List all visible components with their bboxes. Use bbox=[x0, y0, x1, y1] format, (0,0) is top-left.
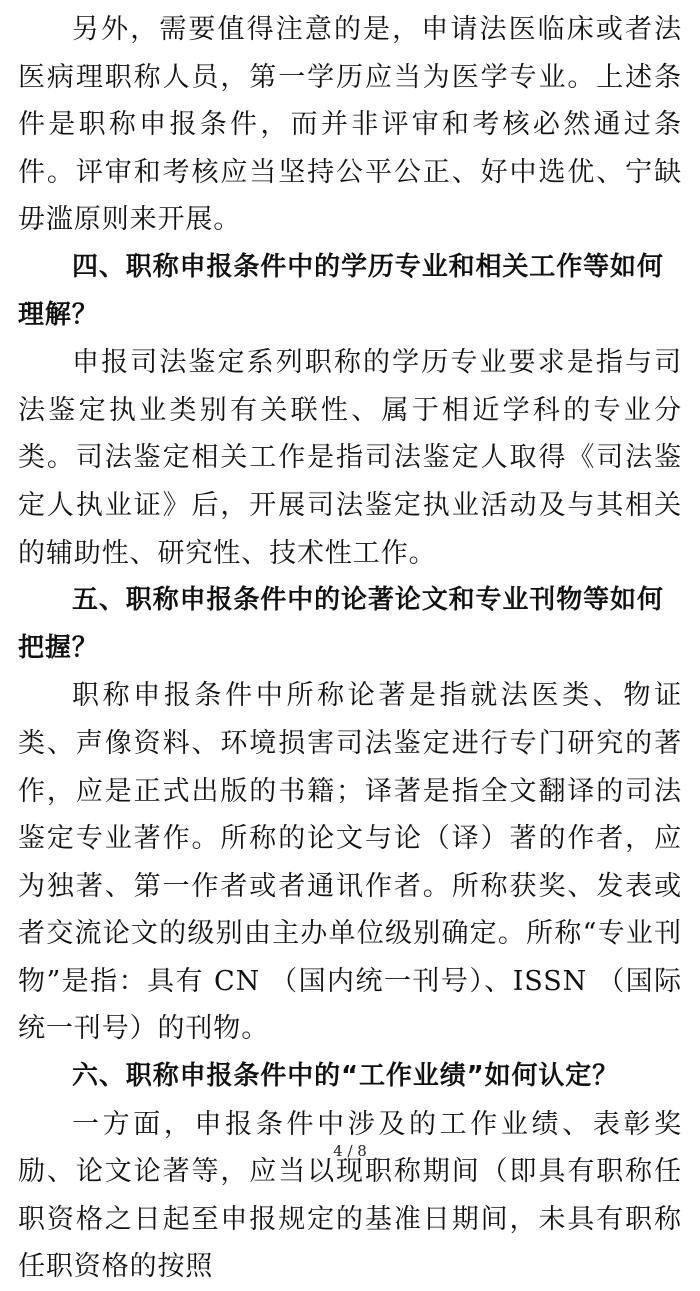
paragraph-publications-and-journals: 职称申报条件中所称论著是指就法医类、物证类、声像资料、环境损害司法鉴定进行专门研究的著作，应是正式出版的书籍；译著是指全文翻译的司法鉴定专业著作。所称的论文与论（译）著的作者，应为独著、第一作者或者通讯作者。所称获奖、发表或者交流论文的级别由主办单位级别确定。所称“专业刊物”是指：具有 CN （国内统一刊号）、ISSN （国际统一刊号）的刊物。 bbox=[18, 680, 682, 1045]
paragraph-education-and-related-work: 申报司法鉴定系列职称的学历专业要求是指与司法鉴定执业类别有关联性、属于相近学科的专业分类。司法鉴定相关工作是指司法鉴定人取得《司法鉴定人执业证》后，开展司法鉴定执业活动及与其相关的辅助性、研究性、技术性工作。 bbox=[18, 347, 682, 569]
section-heading-6: 六、职称申报条件中的“工作业绩”如何认定？ bbox=[72, 1061, 620, 1092]
section-heading-4: 四、职称申报条件中的学历专业和相关工作等如何理解？ bbox=[18, 251, 664, 330]
document-body bbox=[18, 6, 682, 1291]
page-number: 4 / 8 bbox=[333, 1142, 367, 1160]
paragraph-work-achievements: 一方面，申报条件中涉及的工作业绩、表彰奖励、论文论著等，应当以现职称期间（即具有职称任职资格之日起至申报规定的基准日期间，未具有职称任职资格的按照 bbox=[18, 1108, 682, 1283]
section-heading-5: 五、职称申报条件中的论著论文和专业刊物等如何把握？ bbox=[18, 585, 664, 663]
paragraph-application-requirements: 另外，需要值得注意的是，申请法医临床或者法医病理职称人员，第一学历应当为医学专业。上述条件是职称申报条件，而并非评审和考核必然通过条件。评审和考核应当坚持公平公正、好中选优、宁缺毋滥原则来开展。 bbox=[18, 14, 682, 236]
